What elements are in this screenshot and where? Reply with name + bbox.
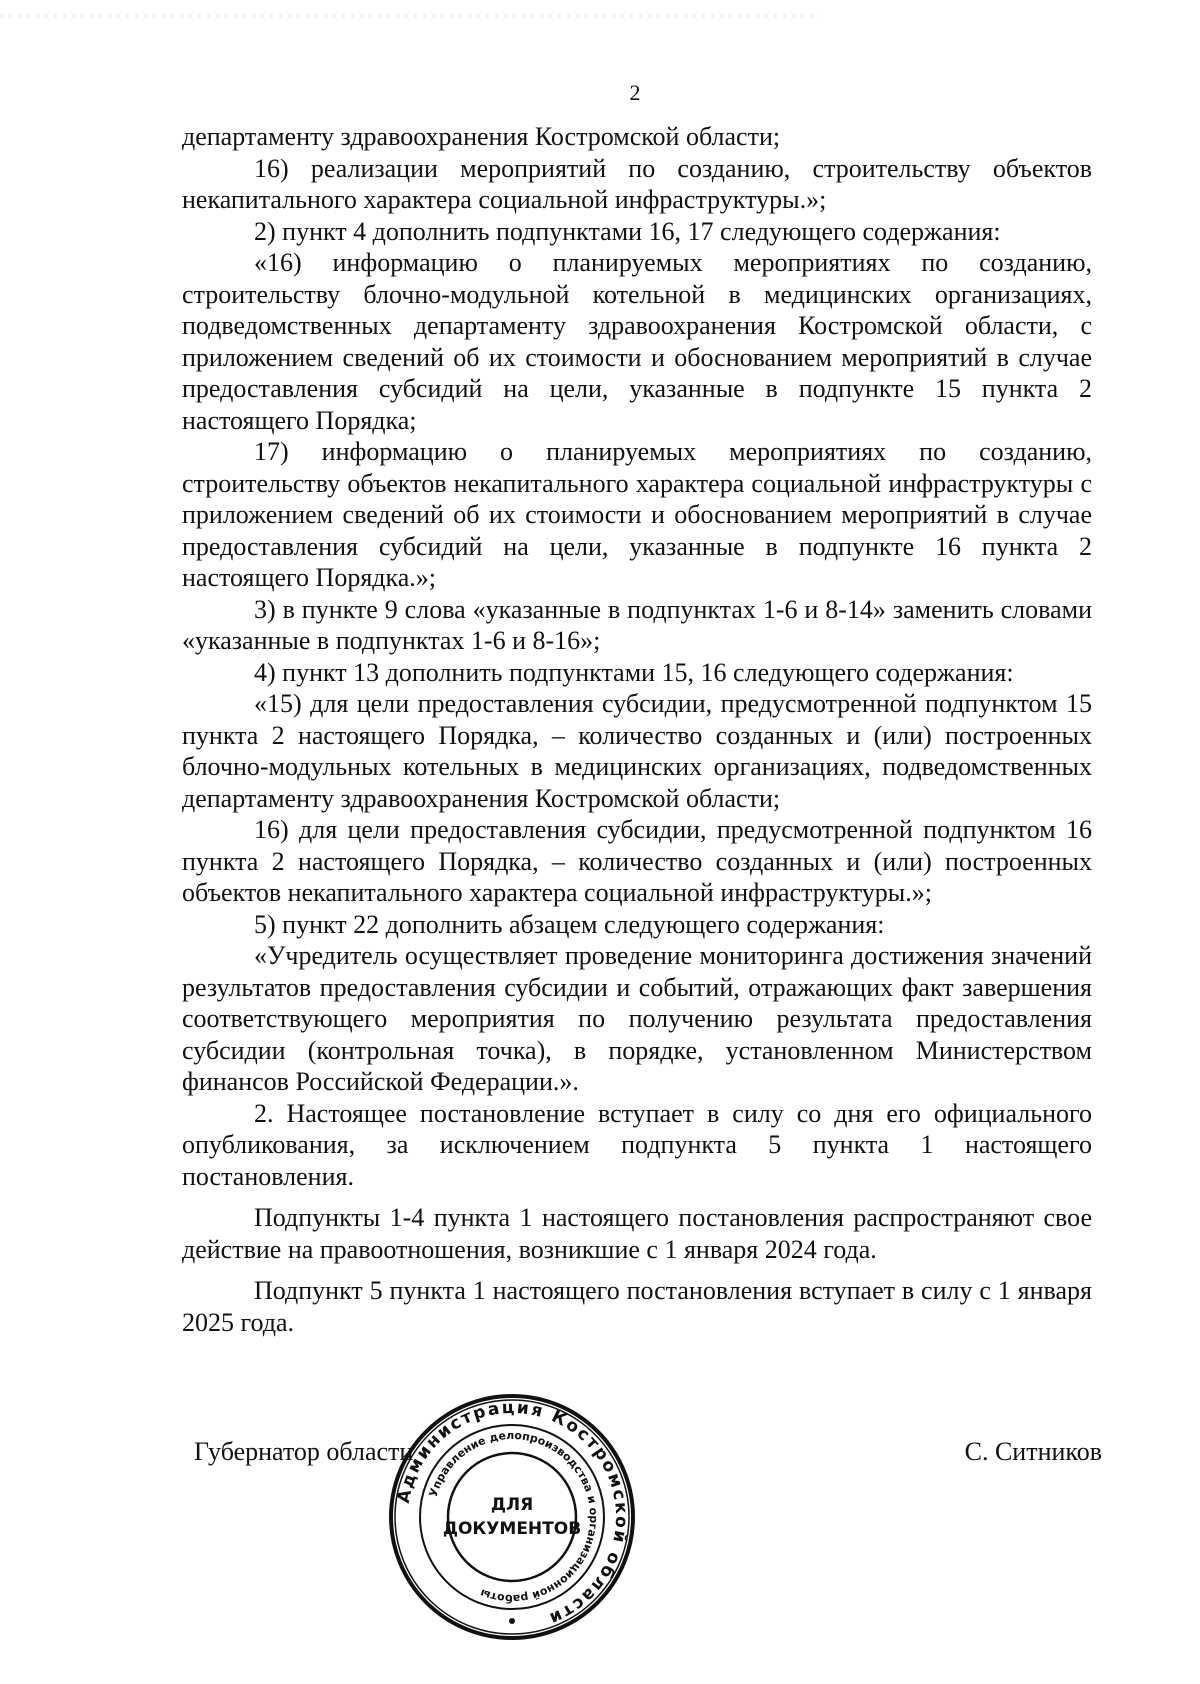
page-number: 2 (629, 80, 641, 105)
paragraph: 5) пункт 22 дополнить абзацем следующего содержания: (254, 909, 885, 939)
paragraph: 17) информацию о планируемых мероприятиях по созданию, строительству объектов некапитального характера социальной инфраструктуры с приложением сведений об их стоимости и обоснованием мероприятий в случае предоставления субсидий на цели, указанные в подпункте 16 пункта 2 настоящего Порядка.»; (182, 437, 1092, 592)
paragraph: «15) для цели предоставления субсидии, предусмотренной подпунктом 15 пункта 2 настоящего Порядка, – количество созданных и (или) построенных блочно-модульных котельных в медицинских организациях, подведомственных департаменту здравоохранения Костромской области; (182, 689, 1092, 813)
paragraph: 16) реализации мероприятий по созданию, строительству объектов некапитального характера социальной инфраструктуры.»; (182, 153, 1092, 214)
paragraph: 16) для цели предоставления субсидии, предусмотренной подпунктом 16 пункта 2 настоящего Порядка, – количество созданных и (или) построенных объектов некапитального характера социальной инфраструктуры.»; (182, 815, 1092, 907)
paragraph: 4) пункт 13 дополнить подпунктами 15, 16 следующего содержания: (254, 657, 1014, 687)
seal-outer-text: Администрация Костромской области (393, 1397, 632, 1630)
paragraph: 3) в пункте 9 слова «указанные в подпунктах 1-6 и 8-14» заменить словами «указанные в подпунктах 1-6 и 8-16»; (182, 594, 1092, 655)
seal-inner-text: Управление делопроизводства и организационной работы (426, 1428, 601, 1606)
paragraph: департаменту здравоохранения Костромской области; (182, 122, 781, 151)
paragraph: 2. Настоящее постановление вступает в силу со дня его официального опубликования, за исключением подпункта 5 пункта 1 настоящего постановления. (182, 1098, 1092, 1191)
paragraph: Подпункты 1-4 пункта 1 настоящего постановления распространяют свое действие на правоотношения, возникшие с 1 января 2024 года. (182, 1203, 1092, 1264)
seal-graphic (387, 1392, 637, 1642)
paragraph: «16) информацию о планируемых мероприятиях по созданию, строительству блочно-модульной котельной в медицинских организациях, подведомственных департаменту здравоохранения Костромской области, с приложением сведений об их стоимости и обоснованием мероприятий в случае предоставления субсидий на цели, указанные в подпункте 15 пункта 2 настоящего Порядка; (182, 248, 1092, 435)
signature-block (182, 1437, 1102, 1477)
document-body (182, 121, 1092, 1338)
paragraph: «Учредитель осуществляет проведение мониторинга достижения значений результатов предоставления субсидии и событий, отражающих факт завершения соответствующего мероприятия по получению результата предоставления субсидии (контрольная точка), в порядке, установленном Министерством финансов Российской Федерации.». (182, 941, 1092, 1096)
svg-text:Управление делопроизводства и (427, 1429, 600, 1605)
seal-center-line-2: ДОКУМЕНТОВ (442, 1519, 582, 1539)
official-seal (387, 1392, 637, 1642)
scan-noise (0, 14, 820, 18)
seal-center-line-1: ДЛЯ (490, 1495, 534, 1515)
signatory-title: Губернатор области (194, 1437, 414, 1466)
signatory-name: С. Ситников (964, 1437, 1102, 1466)
paragraph: 2) пункт 4 дополнить подпунктами 16, 17 следующего содержания: (254, 216, 1001, 246)
paragraph: Подпункт 5 пункта 1 настоящего постановления вступает в силу с 1 января 2025 года. (182, 1276, 1092, 1337)
